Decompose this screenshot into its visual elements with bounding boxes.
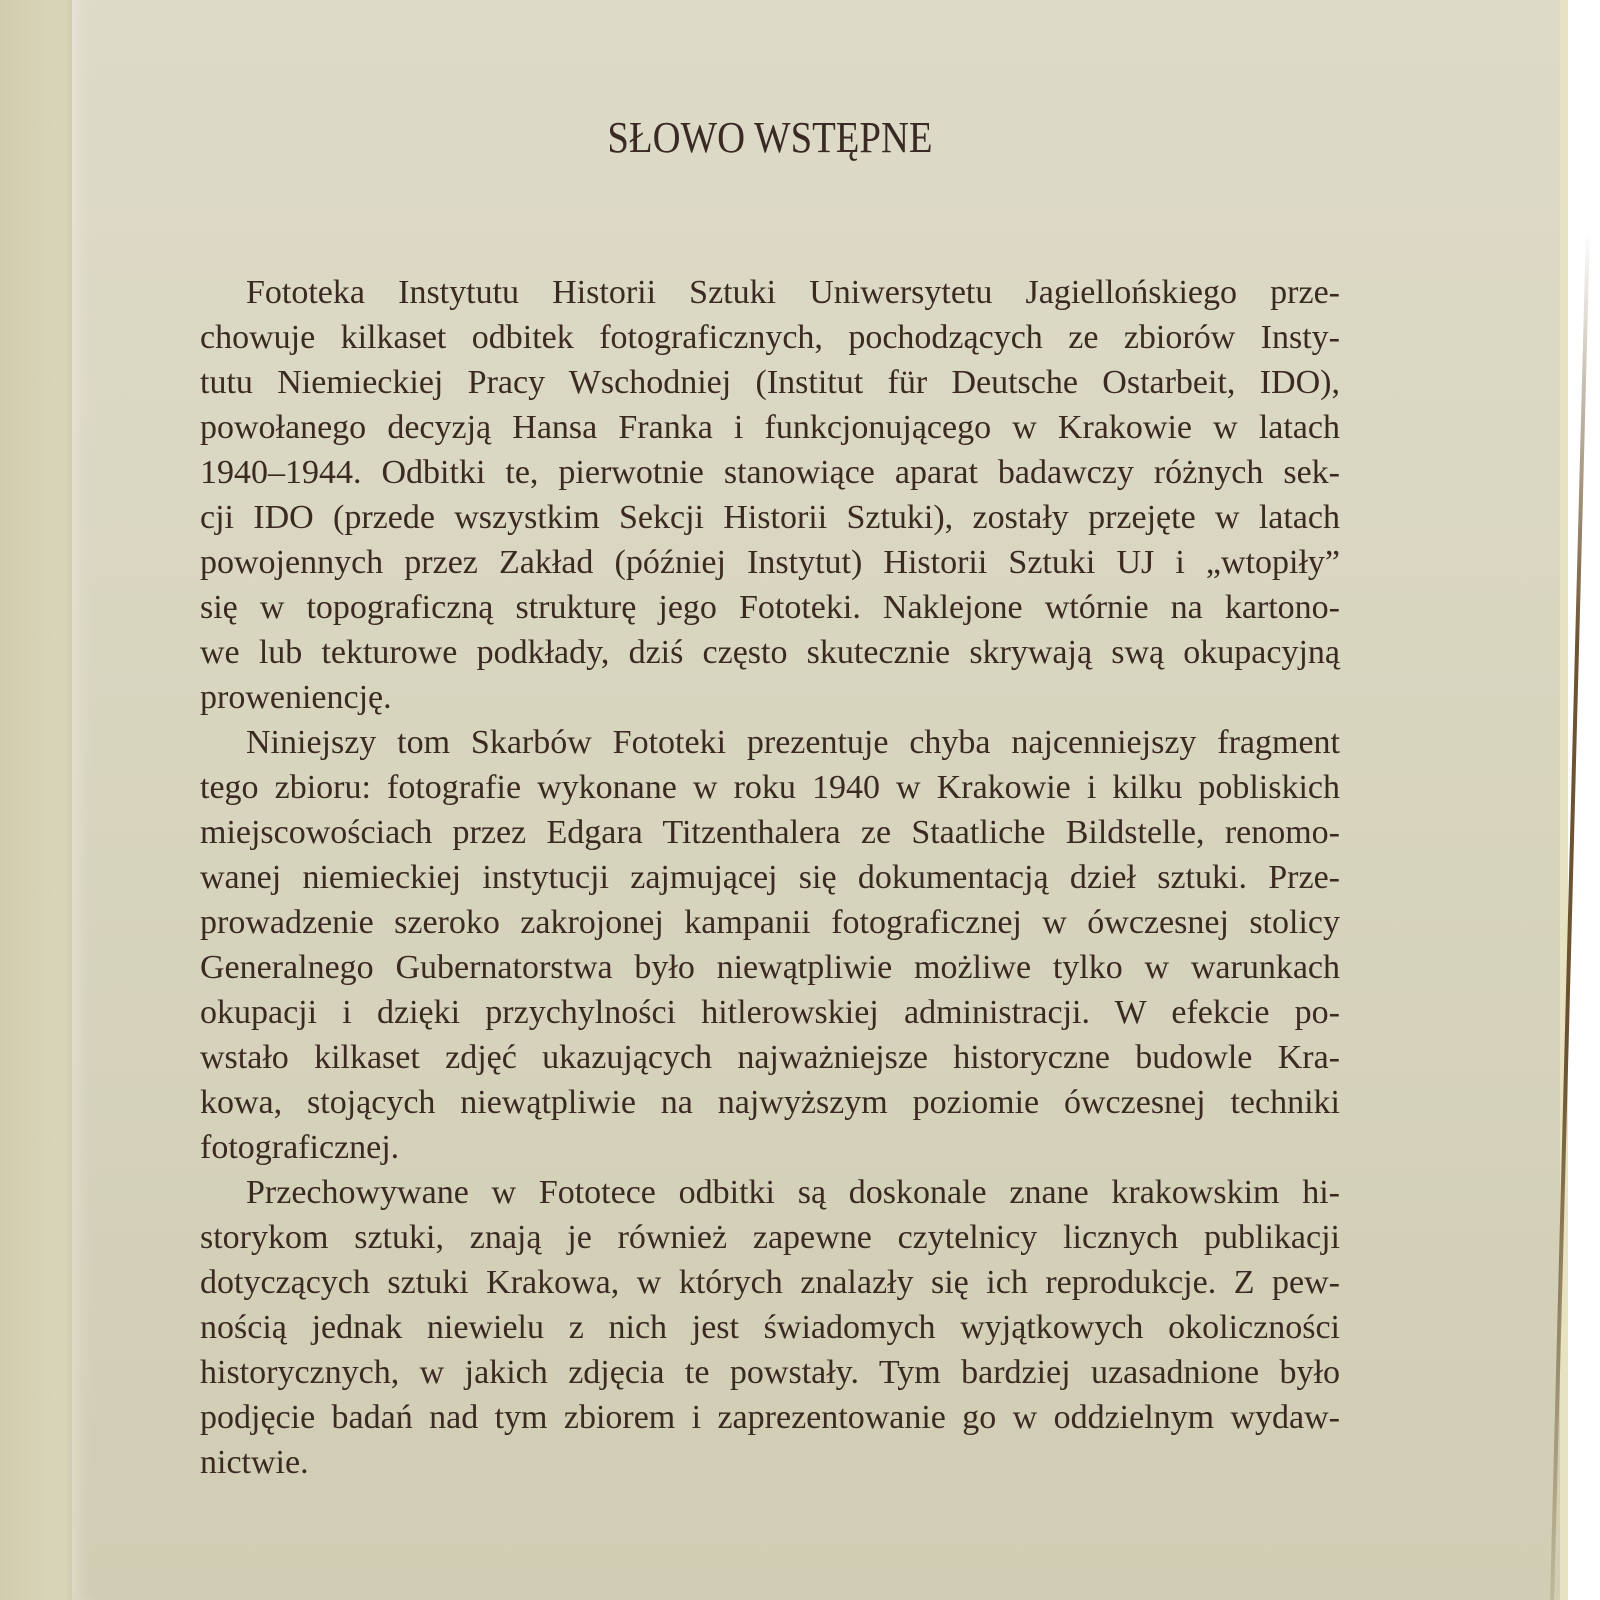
- text-line: 1940–1944. Odbitki te, pierwotnie stanowiące aparat badawczy różnych sek-: [200, 454, 1340, 491]
- text-line: Przechowywane w Fototece odbitki są doskonale znane krakowskim hi-: [246, 1174, 1340, 1211]
- text-line: storykom sztuki, znają je również zapewne czytelnicy licznych publikacji: [200, 1219, 1340, 1256]
- paragraph-3: [200, 1170, 1340, 1485]
- text-line: powojennych przez Zakład (później Instytut) Historii Sztuki UJ i „wtopiły”: [200, 544, 1340, 581]
- text-line: Generalnego Gubernatorstwa było niewątpliwie możliwe tylko w warunkach: [200, 949, 1340, 986]
- text-line: okupacji i dzięki przychylności hitlerowskiej administracji. W efekcie po-: [200, 994, 1340, 1031]
- text-line: Niniejszy tom Skarbów Fototeki prezentuje chyba najcenniejszy fragment: [246, 724, 1340, 761]
- page-edge-highlight: [1560, 0, 1568, 1600]
- text-line: we lub tekturowe podkłady, dziś często skutecznie skrywają swą okupacyjną: [200, 634, 1340, 671]
- chapter-title: SŁOWO WSTĘPNE: [607, 113, 933, 162]
- text-line: kowa, stojących niewątpliwie na najwyższym poziomie ówczesnej techniki: [200, 1084, 1340, 1121]
- text-line: cji IDO (przede wszystkim Sekcji Historii Sztuki), zostały przejęte w latach: [200, 499, 1340, 536]
- text-line: wstało kilkaset zdjęć ukazujących najważniejsze historyczne budowle Kra-: [200, 1039, 1340, 1076]
- text-line: tutu Niemieckiej Pracy Wschodniej (Institut für Deutsche Ostarbeit, IDO),: [200, 364, 1340, 401]
- underlying-page-edge: [0, 0, 74, 1600]
- text-line: miejscowościach przez Edgara Titzenthalera ze Staatliche Bildstelle, renomo-: [200, 814, 1340, 851]
- text-line: chowuje kilkaset odbitek fotograficznych, pochodzących ze zbiorów Insty-: [200, 319, 1340, 356]
- text-line: nictwie.: [200, 1444, 309, 1481]
- text-line: tego zbioru: fotografie wykonane w roku 1940 w Krakowie i kilku pobliskich: [200, 769, 1340, 806]
- text-line: się w topograficzną strukturę jego Fototeki. Naklejone wtórnie na kartono-: [200, 589, 1340, 626]
- text-line: podjęcie badań nad tym zbiorem i zaprezentowanie go w oddzielnym wydaw-: [200, 1399, 1340, 1436]
- text-line: fotograficznej.: [200, 1129, 400, 1166]
- body-text: [200, 270, 1340, 1485]
- text-line: nością jednak niewielu z nich jest świadomych wyjątkowych okoliczności: [200, 1309, 1340, 1346]
- paragraph-2: [200, 720, 1340, 1170]
- text-line: prowadzenie szeroko zakrojonej kampanii fotograficznej w ówczesnej stolicy: [200, 904, 1340, 941]
- text-line: historycznych, w jakich zdjęcia te powstały. Tym bardziej uzasadnione było: [200, 1354, 1340, 1391]
- text-line: powołanego decyzją Hansa Franka i funkcjonującego w Krakowie w latach: [200, 409, 1340, 446]
- text-line: wanej niemieckiej instytucji zajmującej się dokumentacją dzieł sztuki. Prze-: [200, 859, 1340, 896]
- paragraph-1: [200, 270, 1340, 720]
- text-line: proweniencję.: [200, 679, 392, 716]
- text-line: dotyczących sztuki Krakowa, w których znalazły się ich reprodukcje. Z pew-: [200, 1264, 1340, 1301]
- text-line: Fototeka Instytutu Historii Sztuki Uniwersytetu Jagiellońskiego prze-: [246, 274, 1340, 311]
